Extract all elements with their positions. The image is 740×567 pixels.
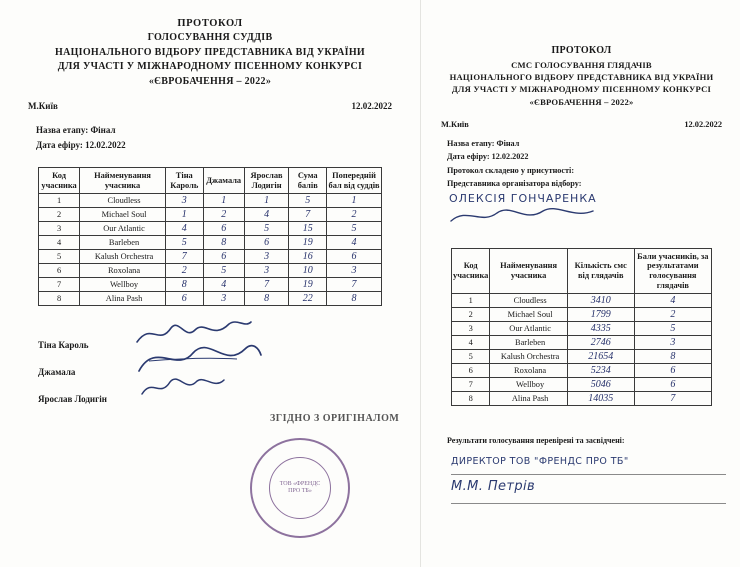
cell-karol: 2 xyxy=(165,264,203,278)
signer-name: Тіна Кароль xyxy=(38,340,89,351)
cell-final: 2 xyxy=(327,208,382,222)
left-city: М.Київ xyxy=(28,101,58,112)
cell-code: 4 xyxy=(39,236,80,250)
judges-th-sum: Сума балів xyxy=(289,167,327,193)
cell-sms: 3410 xyxy=(567,294,634,308)
verification-label: Результати голосування перевірені та засвідчені: xyxy=(447,436,625,446)
judges-table-body xyxy=(39,194,382,306)
cell-code: 3 xyxy=(452,322,490,336)
cell-code: 4 xyxy=(452,336,490,350)
cell-final: 7 xyxy=(327,278,382,292)
cell-points: 7 xyxy=(634,392,711,406)
cell-jamala: 6 xyxy=(203,222,244,236)
cell-jamala: 8 xyxy=(203,236,244,250)
left-title-line-5: «ЄВРОБАЧЕННЯ – 2022» xyxy=(148,75,272,87)
table-row xyxy=(452,392,712,406)
cell-sum: 19 xyxy=(289,236,327,250)
cell-lodygin: 4 xyxy=(244,208,289,222)
cell-sms: 21654 xyxy=(567,350,634,364)
cell-final: 1 xyxy=(327,194,382,208)
table-row xyxy=(452,294,712,308)
sms-th-count: Кількість смс від глядачів xyxy=(567,248,634,294)
cell-sum: 22 xyxy=(289,292,327,306)
judges-signature-list xyxy=(14,332,406,413)
cell-sms: 5234 xyxy=(567,364,634,378)
table-row xyxy=(39,208,382,222)
judges-table-header-row xyxy=(39,167,382,193)
cell-sms: 1799 xyxy=(567,308,634,322)
judges-votes-table xyxy=(38,167,382,306)
cell-lodygin: 3 xyxy=(244,250,289,264)
verify-rule-2 xyxy=(451,502,726,504)
cell-name: Michael Soul xyxy=(80,208,166,222)
sms-voting-protocol-sheet xyxy=(420,0,740,567)
cell-karol: 5 xyxy=(165,236,203,250)
signer-row-lodygin xyxy=(38,386,406,413)
left-air-date-label: Дата ефіру: 12.02.2022 xyxy=(36,140,126,151)
cell-karol: 3 xyxy=(165,194,203,208)
table-row xyxy=(39,264,382,278)
table-row xyxy=(452,378,712,392)
company-round-stamp xyxy=(250,438,350,538)
cell-points: 3 xyxy=(634,336,711,350)
verify-hand-line-1: ДИРЕКТОР ТОВ "ФРЕНДС ПРО ТБ" xyxy=(451,456,629,468)
cell-name: Alina Pash xyxy=(80,292,166,306)
cell-sum: 7 xyxy=(289,208,327,222)
cell-name: Kalush Orchestra xyxy=(490,350,567,364)
sms-table-header-row xyxy=(452,248,712,294)
cell-points: 2 xyxy=(634,308,711,322)
cell-name: Roxolana xyxy=(490,364,567,378)
judges-th-karol: Тіна Кароль xyxy=(165,167,203,193)
right-air-date-label: Дата ефіру: 12.02.2022 xyxy=(447,152,529,162)
cell-points: 6 xyxy=(634,378,711,392)
cell-name: Michael Soul xyxy=(490,308,567,322)
cell-code: 5 xyxy=(452,350,490,364)
left-title-line-4: ДЛЯ УЧАСТІ У МІЖНАРОДНОМУ ПІСЕННОМУ КОНКУРСІ xyxy=(57,61,363,73)
left-title-line-3: НАЦІОНАЛЬНОГО ВІДБОРУ ПРЕДСТАВНИКА ВІД УКРАЇНИ xyxy=(54,46,365,58)
cell-sum: 19 xyxy=(289,278,327,292)
cell-lodygin: 8 xyxy=(244,292,289,306)
table-row xyxy=(39,250,382,264)
cell-name: Alina Pash xyxy=(490,392,567,406)
right-city-date-row xyxy=(437,120,726,129)
certified-copy-mark: ЗГІДНО З ОРИГІНАЛОМ xyxy=(270,413,400,424)
table-row xyxy=(39,236,382,250)
signer-name: Джамала xyxy=(38,367,76,378)
cell-sum: 5 xyxy=(289,194,327,208)
cell-name: Barleben xyxy=(80,236,166,250)
organizer-handwritten-name: ОЛЕКСІЯ ГОНЧАРЕНКА xyxy=(449,191,597,205)
cell-sum: 10 xyxy=(289,264,327,278)
judges-table-wrap xyxy=(14,167,406,306)
cell-sum: 16 xyxy=(289,250,327,264)
cell-jamala: 3 xyxy=(203,292,244,306)
cell-final: 4 xyxy=(327,236,382,250)
cell-lodygin: 6 xyxy=(244,236,289,250)
cell-final: 3 xyxy=(327,264,382,278)
cell-code: 1 xyxy=(452,294,490,308)
left-title-block xyxy=(14,16,406,89)
cell-name: Kalush Orchestra xyxy=(80,250,166,264)
right-city: М.Київ xyxy=(441,120,469,130)
right-protocol-label: Протокол складено у присутності: xyxy=(447,165,575,175)
cell-karol: 1 xyxy=(165,208,203,222)
cell-lodygin: 3 xyxy=(244,264,289,278)
cell-code: 6 xyxy=(452,364,490,378)
cell-name: Our Atlantic xyxy=(80,222,166,236)
sms-table-body xyxy=(452,294,712,406)
cell-points: 4 xyxy=(634,294,711,308)
cell-code: 2 xyxy=(39,208,80,222)
cell-sms: 14035 xyxy=(567,392,634,406)
left-meta-block xyxy=(14,123,406,153)
cell-jamala: 1 xyxy=(203,194,244,208)
right-title-line-5: «ЄВРОБАЧЕННЯ – 2022» xyxy=(529,96,634,107)
table-row xyxy=(39,278,382,292)
cell-points: 8 xyxy=(634,350,711,364)
right-stage-label: Назва етапу: Фінал xyxy=(447,139,520,149)
stamp-inner xyxy=(269,457,331,519)
right-meta-block xyxy=(437,137,726,190)
right-date: 12.02.2022 xyxy=(684,120,722,130)
cell-code: 7 xyxy=(39,278,80,292)
cell-karol: 8 xyxy=(165,278,203,292)
signature-mark xyxy=(138,372,228,402)
left-title-line-1: ПРОТОКОЛ xyxy=(177,18,243,29)
right-title-block xyxy=(437,44,726,108)
sms-votes-table xyxy=(451,248,712,407)
cell-karol: 6 xyxy=(165,292,203,306)
cell-final: 5 xyxy=(327,222,382,236)
table-row xyxy=(39,194,382,208)
cell-lodygin: 1 xyxy=(244,194,289,208)
cell-name: Cloudless xyxy=(490,294,567,308)
judges-th-lodygin: Ярослав Лодигін xyxy=(244,167,289,193)
cell-jamala: 5 xyxy=(203,264,244,278)
cell-sms: 2746 xyxy=(567,336,634,350)
cell-code: 7 xyxy=(452,378,490,392)
cell-karol: 4 xyxy=(165,222,203,236)
sms-th-code: Код учасника xyxy=(452,248,490,294)
cell-jamala: 6 xyxy=(203,250,244,264)
cell-jamala: 2 xyxy=(203,208,244,222)
cell-lodygin: 7 xyxy=(244,278,289,292)
cell-final: 6 xyxy=(327,250,382,264)
organizer-signature-mark xyxy=(447,205,597,227)
signer-name: Ярослав Лодигін xyxy=(38,394,107,405)
judges-th-name: Найменування учасника xyxy=(80,167,166,193)
table-row xyxy=(452,350,712,364)
judges-th-final: Попередній бал від суддів xyxy=(327,167,382,193)
judges-th-code: Код учасника xyxy=(39,167,80,193)
verification-handwritten-block xyxy=(437,453,726,504)
verify-hand-line-2: М.М. Петрів xyxy=(451,479,536,495)
table-row xyxy=(39,292,382,306)
cell-sms: 4335 xyxy=(567,322,634,336)
cell-code: 1 xyxy=(39,194,80,208)
cell-karol: 7 xyxy=(165,250,203,264)
table-row xyxy=(452,336,712,350)
left-stage-label: Назва етапу: Фінал xyxy=(36,125,116,136)
cell-sum: 15 xyxy=(289,222,327,236)
sms-th-points: Бали учасників, за результатами голосування глядачів xyxy=(634,248,711,294)
cell-name: Wellboy xyxy=(490,378,567,392)
right-title-line-4: ДЛЯ УЧАСТІ У МІЖНАРОДНОМУ ПІСЕННОМУ КОНКУРСІ xyxy=(451,84,712,95)
judges-th-jamala: Джамала xyxy=(203,167,244,193)
table-row xyxy=(452,308,712,322)
cell-name: Barleben xyxy=(490,336,567,350)
cell-lodygin: 5 xyxy=(244,222,289,236)
right-organizer-label: Представника організатора відбору: xyxy=(447,178,582,188)
table-row xyxy=(39,222,382,236)
cell-code: 3 xyxy=(39,222,80,236)
stamp-text: ТОВ «ФРЕНДС ПРО ТБ» xyxy=(279,480,321,494)
cell-name: Roxolana xyxy=(80,264,166,278)
cell-name: Cloudless xyxy=(80,194,166,208)
right-title-line-1: ПРОТОКОЛ xyxy=(551,45,612,56)
cell-name: Wellboy xyxy=(80,278,166,292)
cell-code: 6 xyxy=(39,264,80,278)
cell-code: 8 xyxy=(452,392,490,406)
right-title-line-2: СМС ГОЛОСУВАННЯ ГЛЯДАЧІВ xyxy=(511,59,652,70)
cell-code: 8 xyxy=(39,292,80,306)
sms-th-name: Найменування учасника xyxy=(490,248,567,294)
cell-points: 6 xyxy=(634,364,711,378)
table-row xyxy=(452,364,712,378)
cell-jamala: 4 xyxy=(203,278,244,292)
cell-sms: 5046 xyxy=(567,378,634,392)
left-city-date-row xyxy=(14,101,406,111)
right-title-line-3: НАЦІОНАЛЬНОГО ВІДБОРУ ПРЕДСТАВНИКА ВІД УКРАЇНИ xyxy=(449,71,714,82)
cell-final: 8 xyxy=(327,292,382,306)
cell-code: 2 xyxy=(452,308,490,322)
left-title-line-2: ГОЛОСУВАННЯ СУДДІВ xyxy=(147,32,273,44)
cell-code: 5 xyxy=(39,250,80,264)
cell-points: 5 xyxy=(634,322,711,336)
left-date: 12.02.2022 xyxy=(351,101,392,112)
sms-table-wrap xyxy=(437,248,726,407)
table-row xyxy=(452,322,712,336)
cell-name: Our Atlantic xyxy=(490,322,567,336)
